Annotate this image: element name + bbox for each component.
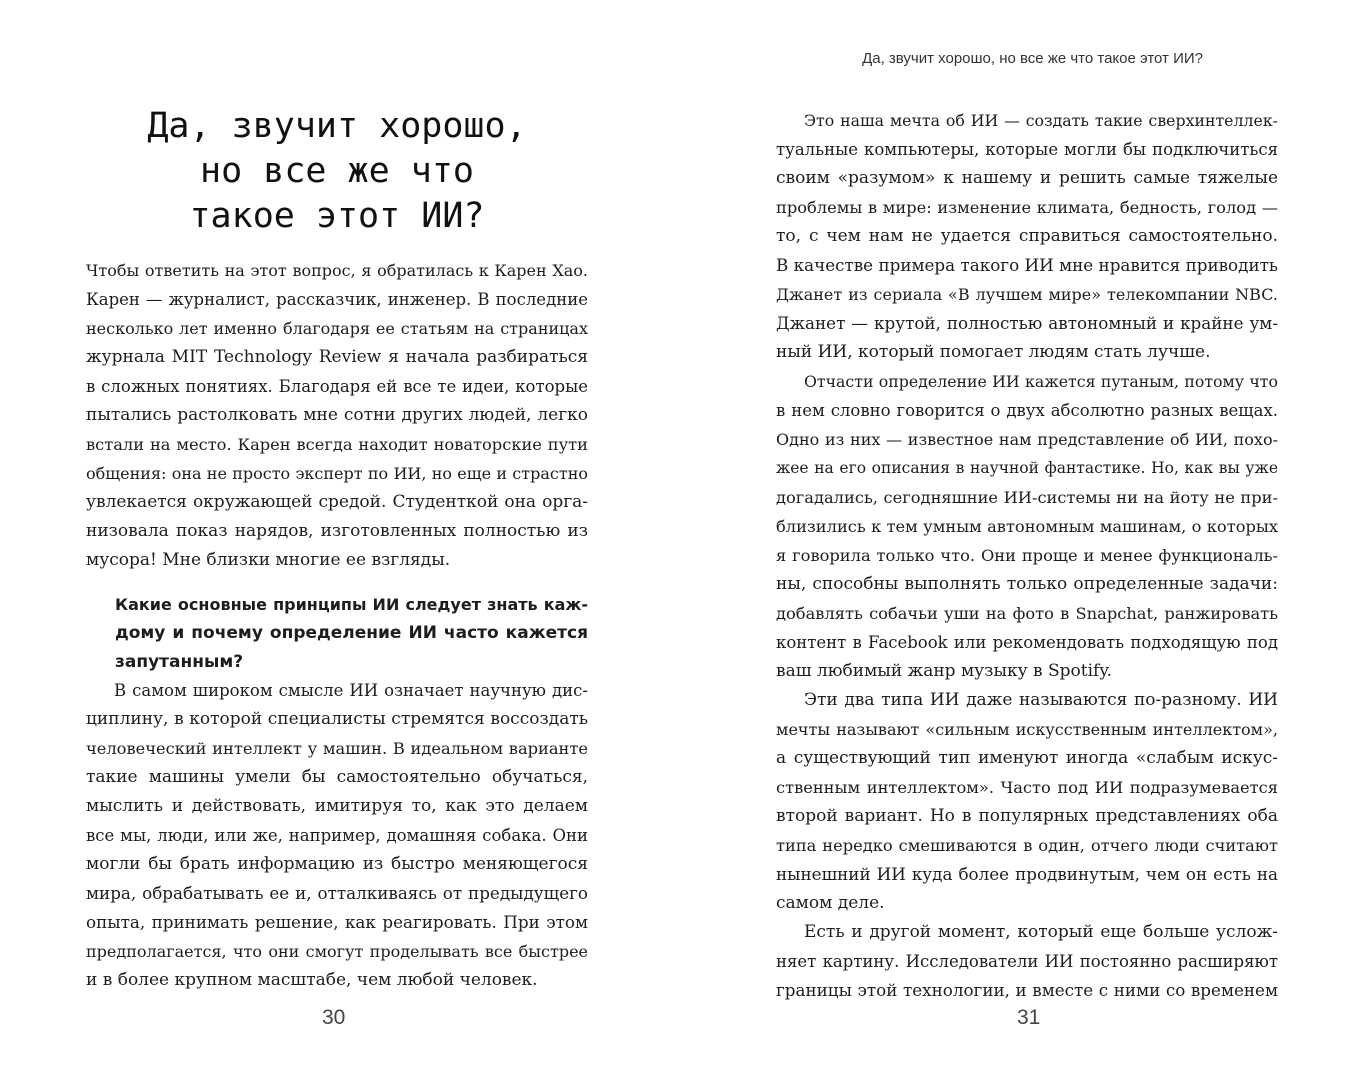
text-line: а существующий тип именуют иногда «слабым искус- bbox=[776, 748, 1278, 768]
text-line: контент в Facebook или рекомендовать подходящую под bbox=[776, 633, 1278, 652]
text-line: няет картину. Исследователи ИИ постоянно расширяют bbox=[776, 952, 1278, 971]
title-line: такое этот ИИ? bbox=[189, 196, 485, 236]
page-number: 31 bbox=[1017, 1006, 1041, 1029]
text-line: человеческий интеллект у машин. В идеальном варианте bbox=[86, 739, 588, 758]
answer-paragraph bbox=[86, 676, 588, 995]
text-line: близились к тем умным автономным машинам, о которых bbox=[776, 517, 1278, 536]
chapter-title bbox=[86, 104, 588, 239]
text-line: мира, обрабатывать ее и, отталкиваясь от предыдущего bbox=[86, 883, 588, 903]
text-line: нынешний ИИ куда более продвинутым, чем он есть на bbox=[776, 864, 1278, 884]
text-line: могли бы брать информацию из быстро меняющегося bbox=[86, 854, 588, 874]
intro-paragraph bbox=[86, 256, 588, 575]
right-page bbox=[683, 0, 1367, 1080]
text-line: Джанет — крутой, полностью автономный и крайне ум- bbox=[776, 313, 1278, 333]
text-line: туальные компьютеры, которые могли бы подключиться bbox=[776, 140, 1278, 159]
text-line: ваш любимый жанр музыку в Spotify. bbox=[776, 661, 1113, 681]
question-line: Какие основные принципы ИИ следует знать каж- bbox=[115, 595, 588, 614]
text-line: В самом широком смысле ИИ означает научную дис- bbox=[114, 681, 588, 700]
text-line: Чтобы ответить на этот вопрос, я обратилась к Карен Хао. bbox=[86, 261, 588, 280]
text-line: Есть и другой момент, который еще больше услож- bbox=[804, 922, 1278, 942]
text-line: все мы, люди, или же, например, домашняя собака. Они bbox=[86, 826, 588, 845]
text-line: предполагается, что они смогут проделывать все быстрее bbox=[86, 942, 588, 961]
text-line: ственным интеллектом». Часто под ИИ подразумевается bbox=[776, 778, 1278, 797]
text-line: мусора! Мне близки многие ее взгляды. bbox=[86, 550, 451, 570]
text-line: догадались, сегодняшние ИИ-системы ни на йоту не при- bbox=[776, 488, 1278, 507]
text-line: увлекается окружающей средой. Студенткой она орга- bbox=[86, 492, 588, 512]
text-line: журнала MIT Technology Review я начала разбираться bbox=[86, 347, 588, 367]
text-line: добавлять собачьи уши на фото в Snapchat, ранжировать bbox=[776, 604, 1278, 623]
interview-question bbox=[115, 590, 588, 677]
text-line: циплину, в которой специалисты стремятся воссоздать bbox=[86, 709, 588, 729]
page-number: 30 bbox=[322, 1006, 346, 1029]
body-text bbox=[776, 106, 1278, 1005]
text-line: такие машины умели бы самостоятельно обучаться, bbox=[86, 767, 588, 787]
text-line: В качестве примера такого ИИ мне нравится приводить bbox=[776, 255, 1278, 275]
text-line: несколько лет именно благодаря ее статьям на страницах bbox=[86, 319, 588, 338]
text-line: типа нередко смешиваются в один, отчего люди считают bbox=[776, 836, 1278, 855]
question-line: запутанным? bbox=[115, 652, 244, 672]
title-line: но все же что bbox=[200, 151, 474, 191]
text-line: пытались растолковать мне сотни других людей, легко bbox=[86, 405, 588, 425]
text-line: жее на его описания в научной фантастике. Но, как вы уже bbox=[776, 459, 1278, 477]
text-line: Карен — журналист, рассказчик, инженер. В последние bbox=[86, 290, 588, 309]
title-line: Да, звучит хорошо, bbox=[147, 106, 527, 146]
text-line: общения: она не просто эксперт по ИИ, но еще и страстно bbox=[86, 464, 588, 483]
text-line: Отчасти определение ИИ кажется путаным, потому что bbox=[804, 372, 1278, 391]
text-line: Эти два типа ИИ даже называются по-разному. ИИ bbox=[804, 690, 1278, 710]
text-line: Это наша мечта об ИИ — создать такие сверхинтеллек- bbox=[804, 111, 1278, 130]
text-line: Джанет из сериала «В лучшем мире» телекомпании NBC. bbox=[776, 285, 1278, 304]
question-line: дому и почему определение ИИ часто кажется bbox=[115, 623, 588, 643]
text-line: в нем словно говорится о двух абсолютно разных вещах. bbox=[776, 401, 1278, 420]
text-line: мечты называют «сильным искусственным интеллектом», bbox=[776, 720, 1278, 739]
text-line: и в более крупном масштабе, чем любой человек. bbox=[86, 970, 538, 990]
text-line: мыслить и действовать, имитируя то, как это делаем bbox=[86, 796, 588, 816]
text-line: опыта, принимать решение, как реагировать. При этом bbox=[86, 912, 588, 932]
text-line: Одно из них — известное нам представление об ИИ, похо- bbox=[776, 430, 1278, 449]
text-line: второй вариант. Но в популярных представлениях оба bbox=[776, 806, 1278, 826]
text-line: самом деле. bbox=[776, 893, 885, 913]
text-line: встали на место. Карен всегда находит новаторские пути bbox=[86, 435, 588, 454]
text-line: то, с чем нам не удается справиться самостоятельно. bbox=[776, 226, 1278, 246]
text-line: проблемы в мире: изменение климата, бедность, голод — bbox=[776, 198, 1278, 217]
text-line: границы этой технологии, и вместе с ними со временем bbox=[776, 980, 1278, 1000]
text-line: в сложных понятиях. Благодаря ей все те идеи, которые bbox=[86, 377, 588, 396]
text-line: своим «разумом» к нашему и решить самые тяжелые bbox=[776, 168, 1278, 188]
text-line: ный ИИ, который помогает людям стать лучше. bbox=[776, 342, 1211, 362]
running-head: Да, звучит хорошо, но все же что такое этот ИИ? bbox=[862, 50, 1203, 67]
text-line: я говорила только что. Они проще и менее функциональ- bbox=[776, 546, 1278, 565]
text-line: низовала показ нарядов, изготовленных полностью из bbox=[86, 521, 588, 541]
left-page bbox=[0, 0, 683, 1080]
text-line: ны, способны выполнять только определенные задачи: bbox=[776, 574, 1278, 594]
